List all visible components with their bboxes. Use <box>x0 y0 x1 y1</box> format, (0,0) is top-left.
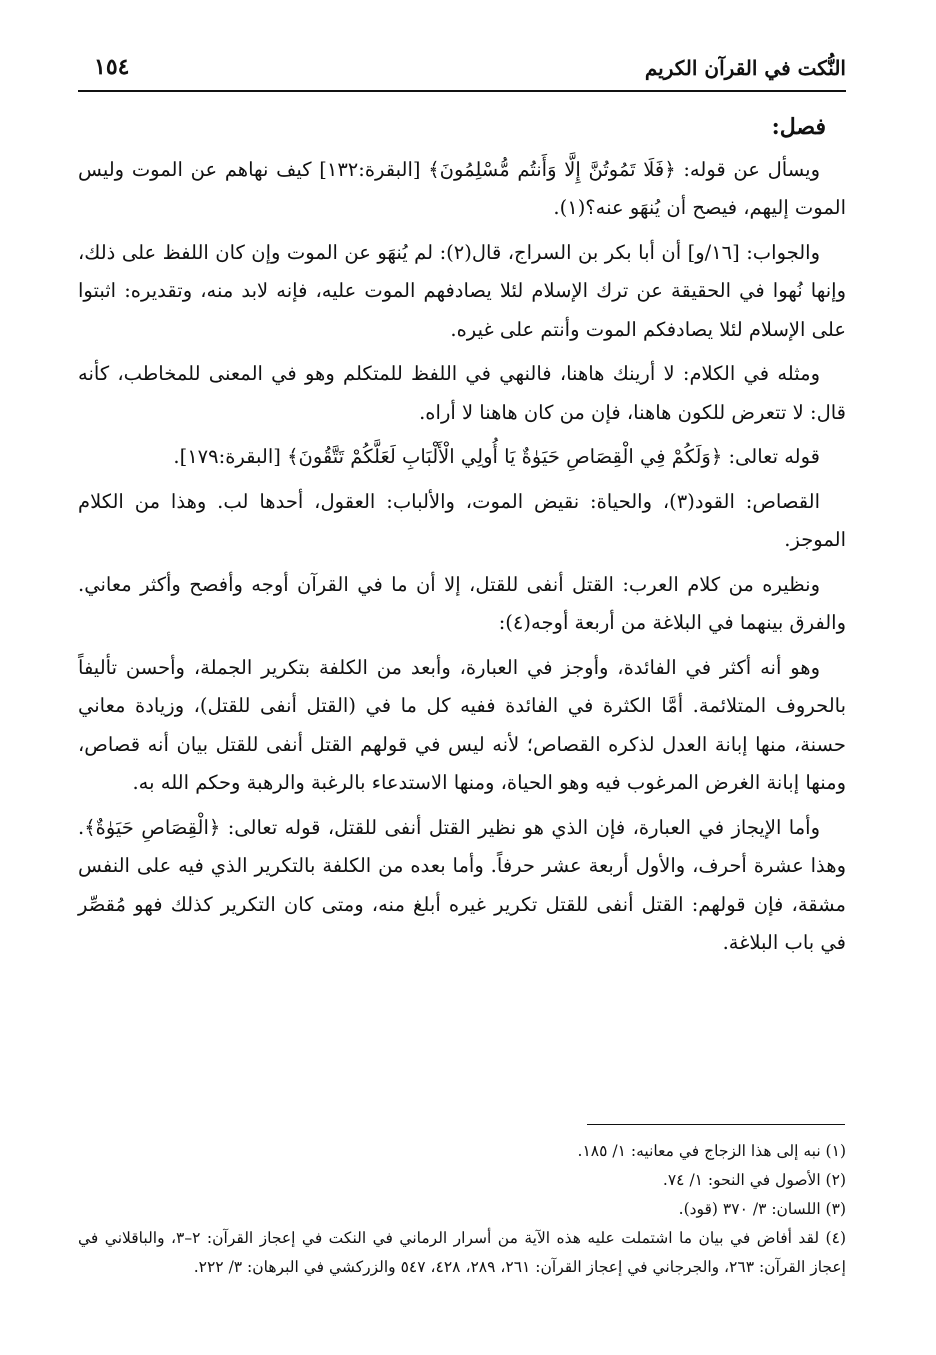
page-number: ١٥٤ <box>94 54 130 80</box>
paragraph: ونظيره من كلام العرب: القتل أنفى للقتل، إلا أن ما في القرآن أوجه وأفصح وأكثر معاني. والفرق بينهما في البلاغة من أربعة أوجه(٤): <box>78 572 846 634</box>
footnote: (٤) لقد أفاض في بيان ما اشتملت عليه هذه الآية من أسرار الرماني في النكت في إعجاز القرآن: ٢–٣، والباقلاني في إعجاز القرآن: ٢٦٣، والجرجاني في إعجاز القرآن: ٢٦١، ٢٨٩، ٤٢٨، ٥٤٧ والزركشي في البرهان: ٣/ ٢٢٢. <box>78 1229 846 1276</box>
main-text <box>78 108 846 963</box>
section-heading: فصل: <box>771 114 826 140</box>
paragraph: والجواب: [١٦/و] أن أبا بكر بن السراج، قال(٢): لم يُنهَو عن الموت وإن كان اللفظ على ذلك، وإنها نُهوا في الحقيقة عن ترك الإسلام لئلا يصادفهم الموت عليه، فإنه لابد منه، وتقديره: اثبتوا على الإسلام لئلا يصادفكم الموت وأنتم على غيره. <box>78 240 846 341</box>
page-header <box>78 42 846 88</box>
footnote-rule <box>587 1124 845 1125</box>
footnote: (١) نبه إلى هذا الزجاج في معانيه: ١/ ١٨٥. <box>577 1142 846 1160</box>
footnotes <box>78 1137 846 1282</box>
footnote: (٢) الأصول في النحو: ١/ ٧٤. <box>662 1171 846 1189</box>
paragraph: ومثله في الكلام: لا أرينك هاهنا، فالنهي في اللفظ للمتكلم وهو في المعنى للمخاطب، كأنه قال: لا تتعرض للكون هاهنا، فإن من كان هاهنا لا أراه. <box>78 362 846 424</box>
header-rule <box>78 90 846 92</box>
running-title: النُّكت في القرآن الكريم <box>644 56 846 80</box>
footnote: (٣) اللسان: ٣/ ٣٧٠ (قود). <box>678 1200 846 1218</box>
paragraph: وأما الإيجاز في العبارة، فإن الذي هو نظير القتل أنفى للقتل، قوله تعالى: ﴿الْقِصَاصِ حَيَوٰةٌ﴾. وهذا عشرة أحرف، والأول أربعة عشر حرفاً. وأما بعده من الكلفة بالتكرير الذي فيه على النفس مشقة، فإن قولهم: القتل أنفى للقتل تكرير غيره أبلغ منه، ومتى كان التكرير كذلك فهو مُقصِّر في باب البلاغة. <box>78 815 846 954</box>
paragraph: ويسأل عن قوله: ﴿فَلَا تَمُوتُنَّ إِلَّا وَأَنتُم مُّسْلِمُونَ﴾ [البقرة:١٣٢] كيف نهاهم عن الموت وليس الموت إليهم، فيصح أن يُنهَو عنه؟(١). <box>78 157 846 219</box>
paragraph: وهو أنه أكثر في الفائدة، وأوجز في العبارة، وأبعد من الكلفة بتكرير الجملة، وأحسن تأليفاً بالحروف المتلائمة. أمَّا الكثرة في الفائدة ففيه كل ما في (القتل أنفى للقتل)، وزيادة معاني حسنة، منها إبانة العدل لذكره القصاص؛ لأنه ليس في قولهم القتل أنفى للقتل بيان أنه قصاص، ومنها إبانة الغرض المرغوب فيه وهو الحياة، ومنها الاستدعاء بالرغبة والرهبة وحكم الله به. <box>78 655 846 794</box>
paragraph: قوله تعالى: ﴿وَلَكُمْ فِي الْقِصَاصِ حَيَوٰةٌ يَا أُولِي الْأَلْبَابِ لَعَلَّكُمْ تَتَّقُونَ﴾ [البقرة:١٧٩]. <box>173 445 820 468</box>
paragraph: القصاص: القود(٣)، والحياة: نقيض الموت، والألباب: العقول، أحدها لب. وهذا من الكلام الموجز. <box>78 489 846 551</box>
